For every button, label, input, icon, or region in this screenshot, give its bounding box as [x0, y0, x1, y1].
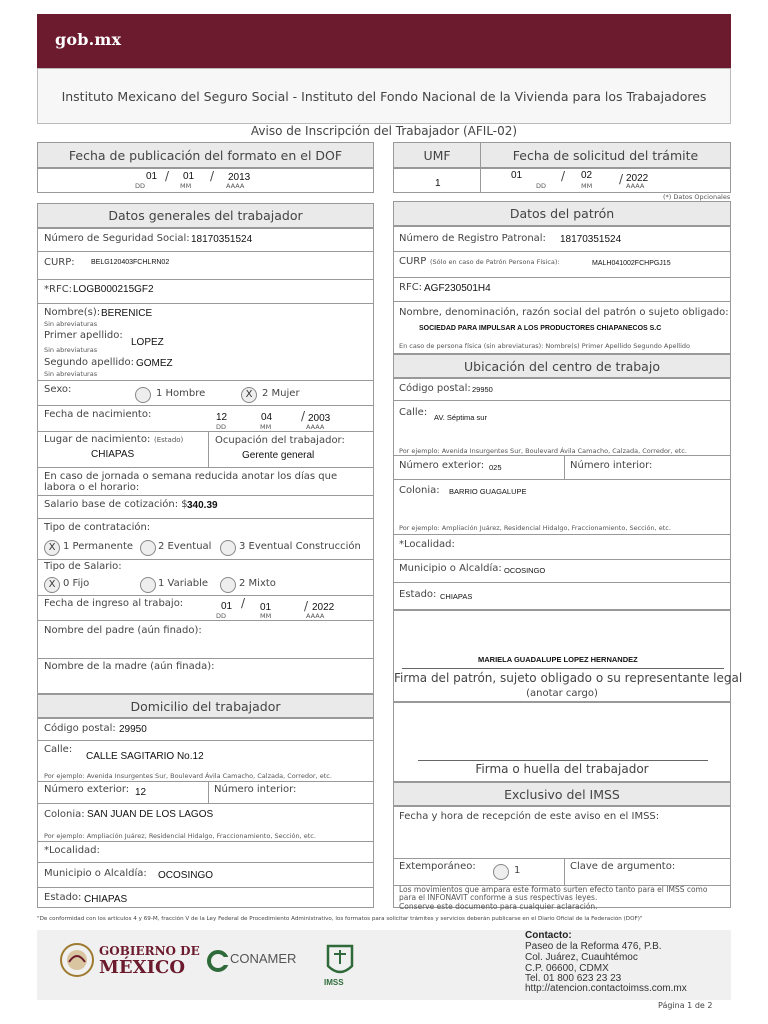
nac-label: Fecha de nacimiento: [44, 409, 152, 420]
rfc-label: *RFC: [44, 284, 73, 295]
contrat-construccion-label: 3 Eventual Construcción [239, 541, 361, 552]
firma-patron-sub: (anotar cargo) [526, 688, 598, 699]
dom-int-label: Número interior: [214, 784, 297, 795]
dd-label: DD [216, 423, 227, 431]
dd-label: DD [216, 612, 227, 620]
dd-label: DD [536, 182, 547, 190]
mexico-label: MÉXICO [99, 957, 186, 978]
tsal-variable-radio[interactable] [140, 577, 156, 593]
tsal-variable-label: 1 Variable [158, 578, 209, 589]
dom-estado-label: Estado: [44, 892, 82, 903]
patron-nombre-hint: En caso de persona física (sin abreviaturas): Nombre(s) Primer Apellido Segundo Apellido [399, 342, 691, 350]
dof-dd: 01 [146, 171, 158, 182]
tsal-fijo-label: 0 Fijo [63, 578, 90, 589]
sep: / [210, 169, 215, 183]
dd-label: DD [135, 182, 146, 190]
patron-rfc-value[interactable]: AGF230501H4 [424, 283, 491, 294]
gobierno-label: GOBIERNO DE [99, 944, 200, 958]
trabajador-section [37, 228, 374, 694]
sep: / [561, 169, 566, 183]
footer [37, 930, 731, 1000]
ubicacion-header: Ubicación del centro de trabajo [393, 354, 731, 378]
lugar-value[interactable]: CHIAPAS [91, 449, 135, 460]
rfc-value[interactable]: LOGB000215GF2 [73, 284, 154, 295]
patron-reg-label: Número de Registro Patronal: [399, 233, 546, 244]
nac-mm[interactable]: 04 [261, 412, 273, 423]
domicilio-section [37, 718, 374, 908]
contrat-label: Tipo de contratación: [44, 522, 151, 533]
dom-estado-value[interactable]: CHIAPAS [84, 894, 128, 905]
ub-mun-label: Municipio o Alcaldía: [399, 563, 502, 574]
imss-logo-label: IMSS [324, 978, 344, 987]
conamer-label: CONAMER [230, 951, 297, 966]
ub-ext-label: Número exterior: [399, 460, 485, 471]
sin-abrev: Sin abreviaturas [44, 346, 98, 354]
conamer-icon [207, 950, 229, 972]
contrat-permanente-radio[interactable]: X [44, 540, 60, 556]
lugar-estado: (Estado) [154, 436, 184, 444]
dof-header: Fecha de publicación del formato en el DOF [37, 142, 374, 168]
sol-dd: 01 [511, 170, 523, 181]
contact-line-4: Tel. 01 800 623 23 23 [525, 973, 622, 984]
dom-calle-hint: Por ejemplo: Avenida Insurgentes Sur, Boulevard Ávila Camacho, Calzada, Corredor, etc. [44, 772, 332, 780]
dom-ext-value[interactable]: 12 [135, 787, 147, 798]
legal-text: "De conformidad con los artículos 4 y 69-M, fracción V de la Ley Federal de Procedimiento Administrativo, los formatos para solicitar trámites y servicios deberán publicarse en el Diario Oficial de la Federación (DOF)" [37, 916, 643, 922]
nss-value[interactable]: 18170351524 [191, 234, 253, 245]
patron-reg-value[interactable]: 18170351524 [560, 234, 622, 245]
sexo-mujer-radio[interactable]: X [241, 387, 257, 403]
solicitud-date [480, 168, 731, 193]
aaaa-label: AAAA [626, 182, 645, 190]
mm-label: MM [180, 182, 192, 190]
imss-extemp-radio[interactable] [493, 864, 509, 880]
sol-aaaa: 2022 [626, 173, 649, 184]
ub-calle-hint: Por ejemplo: Avenida Insurgentes Sur, Boulevard Ávila Camacho, Calzada, Corredor, etc. [399, 447, 687, 455]
tsal-label: Tipo de Salario: [44, 561, 122, 572]
ub-int-label: Número interior: [570, 460, 653, 471]
dom-mun-label: Municipio o Alcaldía: [44, 868, 147, 879]
ub-cp-value[interactable]: 29950 [472, 385, 493, 394]
contact-line-2: Col. Juárez, Cuauhtémoc [525, 952, 638, 963]
patron-curp-label: CURP [399, 256, 427, 267]
dom-ext-label: Número exterior: [44, 784, 130, 795]
dom-calle-value[interactable]: CALLE SAGITARIO No.12 [86, 751, 204, 762]
aaaa-label: AAAA [226, 182, 245, 190]
imss-logo-icon [324, 942, 356, 980]
nss-label: Número de Seguridad Social: [44, 233, 190, 244]
madre-label: Nombre de la madre (aún finada): [44, 661, 215, 672]
imss-extemp-label: Extemporáneo: [399, 861, 476, 872]
ub-calle-label: Calle: [399, 407, 428, 418]
gobmx-logo[interactable]: gob.mx [55, 30, 122, 49]
ub-ext-value[interactable]: 025 [489, 463, 502, 472]
patron-header: Datos del patrón [393, 201, 731, 226]
mm-label: MM [581, 182, 593, 190]
dom-localidad-label: *Localidad: [44, 845, 100, 856]
salario-label: Salario base de cotización: $ [44, 499, 188, 510]
sexo-label: Sexo: [44, 384, 72, 395]
imss-note1: Los movimientos que ampara este formato surten efecto tanto para el IMSS como para el INFONAVIT conforme a sus respectivas leyes. [399, 885, 708, 902]
ub-cp-label: Código postal: [399, 383, 471, 394]
segundo-value[interactable]: GOMEZ [136, 358, 173, 369]
firma-patron-label: Firma del patrón, sujeto obligado o su representante legal [394, 671, 743, 685]
firma-patron-box [393, 610, 743, 702]
patron-curp-value[interactable]: MALH041002FCHPGJ15 [592, 260, 671, 267]
sexo-hombre-label: 1 Hombre [156, 388, 206, 399]
jornada-label: En caso de jornada o semana reducida anotar los días que labora o el horario: [44, 471, 338, 493]
firma-trabajador-label: Firma o huella del trabajador [475, 762, 649, 776]
dof-date [37, 168, 374, 193]
sin-abrev: Sin abreviaturas [44, 320, 98, 328]
sep: / [241, 596, 246, 610]
sep: / [165, 169, 170, 183]
padre-label: Nombre del padre (aún finado): [44, 625, 202, 636]
aaaa-label: AAAA [306, 612, 325, 620]
ub-colonia-value[interactable]: BARRIO GUAGALUPE [449, 487, 527, 496]
curp-label: CURP: [44, 257, 75, 268]
ub-colonia-label: Colonia: [399, 485, 440, 496]
contact-line-1: Paseo de la Reforma 476, P.B. [525, 941, 662, 952]
nac-dd[interactable]: 12 [216, 412, 228, 423]
nac-aaaa[interactable]: 2003 [308, 413, 331, 424]
patron-nombre-label: Nombre, denominación, razón social del patrón o sujeto obligado: [399, 307, 729, 318]
ub-estado-label: Estado: [399, 589, 437, 600]
curp-value[interactable]: BELG120403FCHLRN02 [91, 259, 170, 266]
imss-note2: Conserve este documento para cualquier aclaración. [399, 902, 598, 911]
sol-mm: 02 [581, 170, 593, 181]
imss-extemp-1: 1 [514, 865, 521, 876]
institution-banner: Instituto Mexicano del Seguro Social - Instituto del Fondo Nacional de la Vivienda para los Trabajadores [37, 68, 731, 124]
patron-nombre-value[interactable]: SOCIEDAD PARA IMPULSAR A LOS PRODUCTORES CHIAPANECOS S.C [419, 325, 662, 332]
dom-mun-value[interactable]: OCOSINGO [158, 870, 214, 881]
sin-abrev: Sin abreviaturas [44, 370, 98, 378]
salario-value[interactable]: 340.39 [187, 500, 218, 511]
ub-estado-value[interactable]: CHIAPAS [440, 592, 473, 601]
primer-label: Primer apellido: [44, 330, 123, 341]
patron-curp-note: (Sólo en caso de Patrón Persona Física): [430, 258, 560, 266]
ub-calle-value[interactable]: AV. Séptima sur [434, 413, 487, 422]
sep: / [301, 409, 306, 423]
sexo-hombre-radio[interactable] [135, 387, 151, 403]
nombre-value[interactable]: BERENICE [101, 308, 153, 319]
contrat-permanente-label: 1 Permanente [63, 541, 134, 552]
ub-localidad-label: *Localidad: [399, 539, 455, 550]
dof-aaaa: 2013 [228, 172, 251, 183]
tsal-mixto-radio[interactable] [220, 577, 236, 593]
patron-rfc-label: RFC: [399, 282, 423, 293]
patron-section [393, 226, 731, 354]
contact-line-3: C.P. 06600, CDMX [525, 963, 609, 974]
aaaa-label: AAAA [306, 423, 325, 431]
trabajador-header: Datos generales del trabajador [37, 203, 374, 228]
firma-trabajador-box [393, 702, 731, 782]
contact-title: Contacto: [525, 930, 572, 941]
ocup-label: Ocupación del trabajador: [215, 435, 345, 446]
domicilio-header: Domicilio del trabajador [37, 694, 374, 718]
dom-calle-label: Calle: [44, 744, 73, 755]
contrat-eventual-label: 2 Eventual [158, 541, 212, 552]
tsal-fijo-radio[interactable]: X [44, 577, 60, 593]
umf-value: 1 [435, 178, 441, 189]
contrat-eventual-radio[interactable] [140, 540, 156, 556]
dom-colonia-value[interactable]: SAN JUAN DE LOS LAGOS [87, 809, 214, 820]
dof-mm: 01 [183, 171, 195, 182]
sep: / [619, 172, 624, 186]
dom-colonia-label: Colonia: [44, 809, 85, 820]
imss-clave-label: Clave de argumento: [570, 861, 676, 872]
dom-colonia-hint: Por ejemplo: Ampliación Juárez, Residencial Hidalgo, Fraccionamiento, Sección, etc. [44, 832, 316, 840]
segundo-label: Segundo apellido: [44, 357, 134, 368]
dom-cp-value[interactable]: 29950 [119, 724, 147, 735]
top-bar [37, 14, 731, 68]
dom-cp-label: Código postal: [44, 723, 116, 734]
imss-section [393, 806, 731, 911]
optional-note: (*) Datos Opcionales [663, 193, 731, 201]
imss-header: Exclusivo del IMSS [393, 782, 731, 806]
ing-aaaa[interactable]: 2022 [312, 602, 335, 613]
ubicacion-section [393, 378, 731, 610]
imss-fecha-label: Fecha y hora de recepción de este aviso en el IMSS: [399, 811, 660, 822]
firma-patron-name: MARIELA GUADALUPE LOPEZ HERNANDEZ [478, 655, 638, 664]
escudo-icon [59, 940, 95, 982]
nombre-label: Nombre(s): [44, 307, 101, 318]
mm-label: MM [260, 612, 272, 620]
ub-mun-value[interactable]: OCOSINGO [504, 566, 546, 575]
page-number: Página 1 de 2 [658, 1001, 713, 1010]
ing-mm[interactable]: 01 [260, 602, 272, 613]
sep: / [304, 599, 309, 613]
tsal-mixto-label: 2 Mixto [239, 578, 276, 589]
ingreso-label: Fecha de ingreso al trabajo: [44, 598, 184, 609]
ocup-value[interactable]: Gerente general [242, 450, 315, 461]
primer-value[interactable]: LOPEZ [131, 337, 164, 348]
form-title: Aviso de Inscripción del Trabajador (AFIL-02) [250, 124, 518, 138]
solicitud-header: Fecha de solicitud del trámite [480, 142, 731, 168]
umf-header: UMF [393, 142, 481, 168]
mm-label: MM [260, 423, 272, 431]
contrat-construccion-radio[interactable] [220, 540, 236, 556]
umf-value-box [393, 168, 481, 193]
lugar-label: Lugar de nacimiento: [44, 434, 151, 445]
ub-colonia-hint: Por ejemplo: Ampliación Juárez, Residencial Hidalgo, Fraccionamiento, Sección, etc. [399, 524, 671, 532]
contact-url-link[interactable]: http://atencion.contactoimss.com.mx [525, 983, 687, 994]
ing-dd[interactable]: 01 [221, 601, 233, 612]
sexo-mujer-label: 2 Mujer [262, 388, 300, 399]
